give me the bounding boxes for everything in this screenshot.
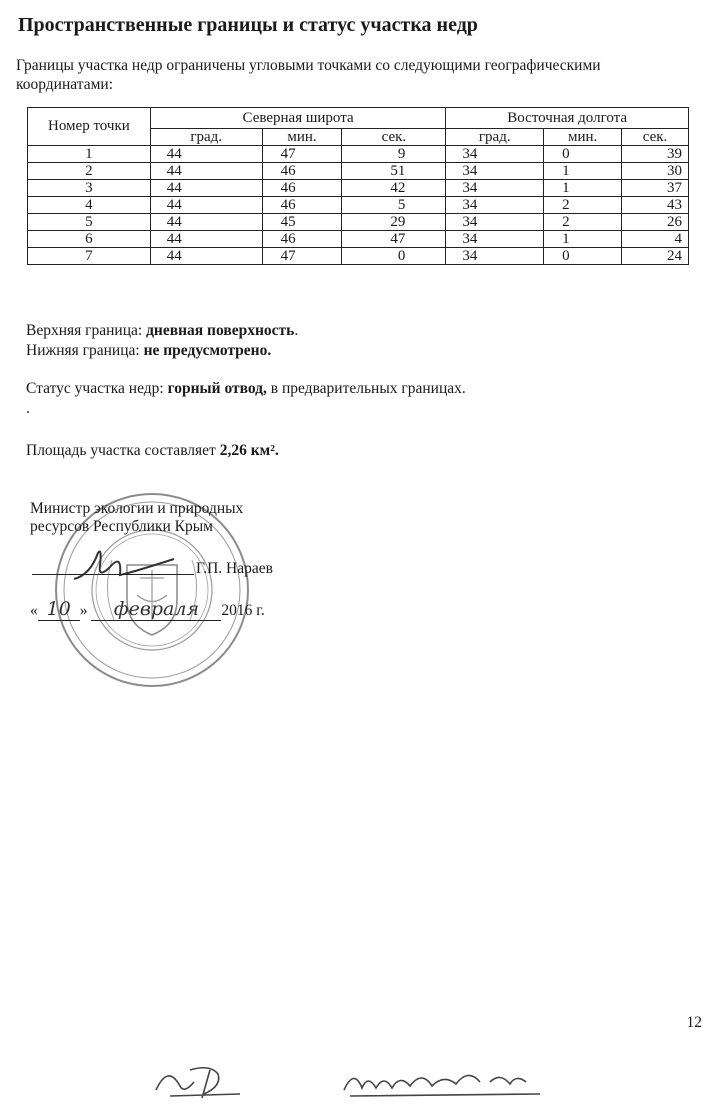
lon-sec-cell: 30 — [622, 163, 689, 180]
lat-deg-cell: 44 — [150, 197, 262, 214]
lat-deg-cell: 44 — [150, 146, 262, 163]
point-number-cell: 1 — [28, 146, 151, 163]
header-lat-sec: сек. — [342, 129, 446, 146]
point-number-cell: 4 — [28, 197, 151, 214]
lon-deg-cell: 34 — [446, 180, 544, 197]
lon-min-cell: 2 — [544, 214, 622, 231]
lon-sec-cell: 4 — [622, 231, 689, 248]
lat-deg-cell: 44 — [150, 180, 262, 197]
header-lon-min: мин. — [544, 129, 622, 146]
header-lat-min: мин. — [262, 129, 342, 146]
coordinates-table — [27, 107, 689, 265]
signer-name: Г.П. Нараев — [196, 560, 273, 577]
document-title: Пространственные границы и статус участка недр — [18, 14, 478, 36]
lon-min-cell: 1 — [544, 163, 622, 180]
lon-deg-cell: 34 — [446, 248, 544, 265]
area-line — [26, 442, 279, 460]
status-value: горный отвод, — [167, 380, 267, 397]
lat-deg-cell: 44 — [150, 231, 262, 248]
lat-min-cell: 46 — [262, 231, 342, 248]
header-lat-deg: град. — [150, 129, 262, 146]
point-number-cell: 5 — [28, 214, 151, 231]
table-row — [28, 248, 689, 265]
table-row — [28, 180, 689, 197]
date-close-quote: » — [79, 602, 88, 619]
date-month: февраля — [91, 598, 221, 621]
date-line — [30, 598, 265, 621]
point-number-cell: 3 — [28, 180, 151, 197]
header-latitude: Северная широта — [150, 108, 446, 129]
intro-paragraph: Границы участка недр ограничены угловыми точками со следующими географическими координатами: — [16, 57, 601, 93]
lon-deg-cell: 34 — [446, 214, 544, 231]
lon-sec-cell: 43 — [622, 197, 689, 214]
lon-min-cell: 0 — [544, 248, 622, 265]
signer-title — [30, 500, 350, 536]
lon-deg-cell: 34 — [446, 163, 544, 180]
lat-sec-cell: 5 — [342, 197, 446, 214]
lower-boundary-label: Нижняя граница: — [26, 342, 144, 359]
lat-min-cell: 47 — [262, 248, 342, 265]
lower-boundary-value: не предусмотрено. — [143, 342, 272, 359]
header-longitude: Восточная долгота — [446, 108, 689, 129]
coordinates-table-body — [28, 146, 689, 265]
header-point-number: Номер точки — [28, 108, 151, 146]
status-line — [26, 380, 466, 398]
table-row — [28, 146, 689, 163]
date-day: 10 — [38, 598, 80, 621]
lon-sec-cell: 26 — [622, 214, 689, 231]
lat-sec-cell: 0 — [342, 248, 446, 265]
initials-left — [150, 1060, 250, 1100]
lon-sec-cell: 39 — [622, 146, 689, 163]
signer-title-line-1: Министр экологии и природных — [30, 500, 244, 517]
lat-min-cell: 46 — [262, 163, 342, 180]
lon-min-cell: 1 — [544, 231, 622, 248]
table-row — [28, 163, 689, 180]
status-label: Статус участка недр: — [26, 380, 168, 397]
point-number-cell: 7 — [28, 248, 151, 265]
area-value: 2,26 км². — [219, 442, 279, 459]
lower-boundary — [26, 342, 271, 360]
lat-min-cell: 46 — [262, 197, 342, 214]
lon-sec-cell: 24 — [622, 248, 689, 265]
header-lon-sec: сек. — [622, 129, 689, 146]
stray-dot: . — [26, 400, 30, 417]
upper-boundary-label: Верхняя граница: — [26, 322, 147, 339]
lat-min-cell: 45 — [262, 214, 342, 231]
lat-sec-cell: 51 — [342, 163, 446, 180]
point-number-cell: 6 — [28, 231, 151, 248]
area-label: Площадь участка составляет — [26, 442, 220, 459]
header-lon-deg: град. — [446, 129, 544, 146]
upper-boundary-value: дневная поверхность — [146, 322, 295, 339]
point-number-cell: 2 — [28, 163, 151, 180]
lat-sec-cell: 29 — [342, 214, 446, 231]
lat-deg-cell: 44 — [150, 163, 262, 180]
minister-signature — [70, 545, 180, 585]
status-rest: в предварительных границах. — [266, 380, 466, 397]
lat-sec-cell: 47 — [342, 231, 446, 248]
lat-sec-cell: 42 — [342, 180, 446, 197]
date-open-quote: « — [30, 602, 38, 619]
lat-deg-cell: 44 — [150, 248, 262, 265]
upper-boundary — [26, 322, 298, 340]
lon-deg-cell: 34 — [446, 197, 544, 214]
page-number: 12 — [686, 1014, 702, 1031]
lat-deg-cell: 44 — [150, 214, 262, 231]
table-row — [28, 197, 689, 214]
lon-min-cell: 0 — [544, 146, 622, 163]
upper-boundary-end: . — [294, 322, 299, 339]
signer-title-line-2: ресурсов Республики Крым — [30, 518, 213, 535]
signature-line — [32, 574, 194, 575]
table-row — [28, 231, 689, 248]
lon-min-cell: 2 — [544, 197, 622, 214]
initials-right — [340, 1060, 550, 1100]
lon-deg-cell: 34 — [446, 146, 544, 163]
date-year: 2016 г. — [221, 602, 265, 619]
lat-sec-cell: 9 — [342, 146, 446, 163]
lon-min-cell: 1 — [544, 180, 622, 197]
lat-min-cell: 46 — [262, 180, 342, 197]
lon-deg-cell: 34 — [446, 231, 544, 248]
lon-sec-cell: 37 — [622, 180, 689, 197]
table-row — [28, 214, 689, 231]
lat-min-cell: 47 — [262, 146, 342, 163]
